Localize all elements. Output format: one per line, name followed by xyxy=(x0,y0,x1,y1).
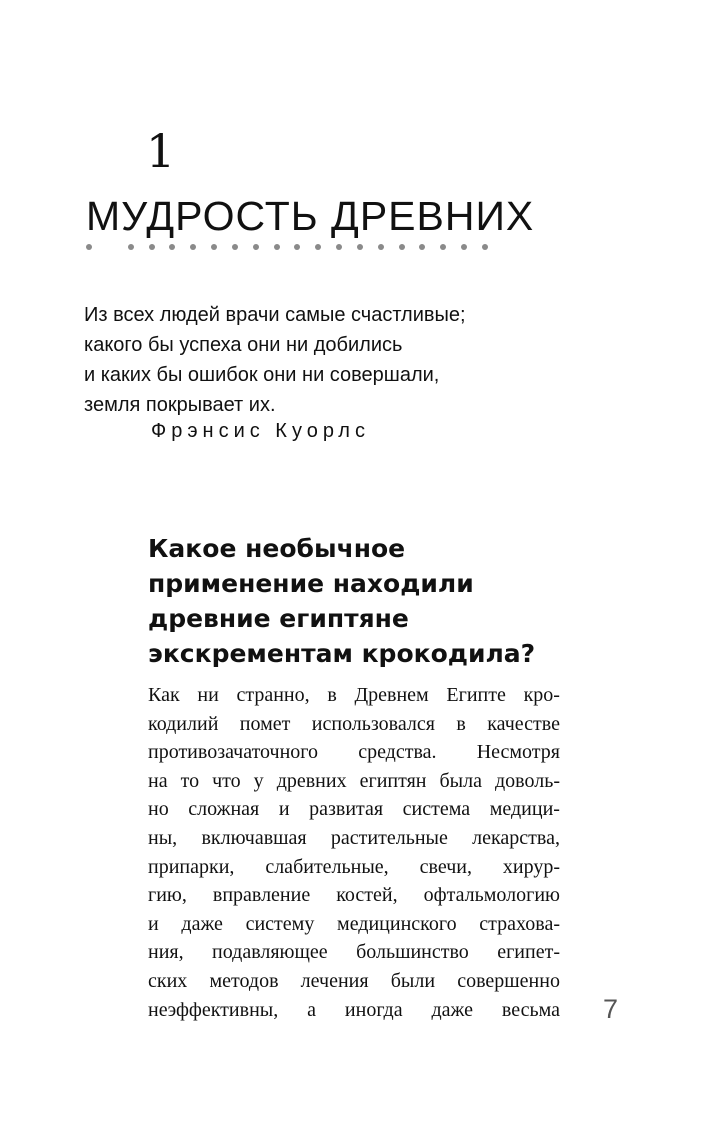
body-line: противозачаточного средства. Несмотря xyxy=(148,741,560,764)
question-line: Какое необычное xyxy=(148,534,406,563)
epigraph-line: и каких бы ошибок они ни совершали, xyxy=(84,364,440,386)
divider-dot xyxy=(232,244,238,250)
body-line: Как ни странно, в Древнем Египте кро- xyxy=(148,684,560,706)
question-line: экскрементам крокодила? xyxy=(148,639,536,668)
divider-dot xyxy=(419,244,425,250)
divider-dot xyxy=(253,244,259,250)
divider-dot xyxy=(274,244,280,250)
epigraph-line: земля покрывает их. xyxy=(84,394,276,416)
divider-dot xyxy=(440,244,446,250)
body-line: ны, включавшая растительные лекарства, xyxy=(148,826,560,849)
body-line: неэффективны, а иногда даже весьма xyxy=(148,998,560,1021)
body-line: на то что у древних египтян была доволь- xyxy=(148,769,560,792)
question-heading xyxy=(148,531,568,671)
divider-dot xyxy=(399,244,405,250)
divider-dot xyxy=(211,244,217,250)
divider-dot xyxy=(128,244,134,250)
page-number: 7 xyxy=(603,994,619,1024)
body-line: и даже систему медицинского страхова- xyxy=(148,912,560,935)
body-line: ских методов лечения были совершенно xyxy=(148,969,560,992)
body-line: но сложная и развитая система медици- xyxy=(148,798,560,821)
chapter-number: 1 xyxy=(146,124,176,178)
body-line: гию, вправление костей, офтальмологию xyxy=(148,884,560,907)
divider-dot xyxy=(294,244,300,250)
epigraph-author: Фрэнсис Куорлс xyxy=(151,420,370,442)
divider-dot xyxy=(357,244,363,250)
divider-dot xyxy=(86,244,92,250)
epigraph-line: какого бы успеха они ни добились xyxy=(84,334,403,356)
chapter-title: МУДРОСТЬ ДРЕВНИХ xyxy=(86,193,535,239)
divider-dot xyxy=(461,244,467,250)
body-line: кодилий помет использовался в качестве xyxy=(148,712,560,735)
divider-dot xyxy=(169,244,175,250)
divider-dot xyxy=(149,244,155,250)
divider-dot xyxy=(336,244,342,250)
question-line: древние египтяне xyxy=(148,604,409,633)
dotted-divider xyxy=(86,244,488,252)
divider-dot xyxy=(315,244,321,250)
epigraph-line: Из всех людей врачи самые счастливые; xyxy=(84,304,466,326)
divider-dot xyxy=(190,244,196,250)
body-line: припарки, слабительные, свечи, хирур- xyxy=(148,855,560,878)
divider-dot xyxy=(482,244,488,250)
epigraph xyxy=(84,300,544,420)
body-line: ния, подавляющее большинство египет- xyxy=(148,941,560,964)
body-paragraph xyxy=(148,681,560,1024)
question-line: применение находили xyxy=(148,569,474,598)
divider-dot xyxy=(378,244,384,250)
